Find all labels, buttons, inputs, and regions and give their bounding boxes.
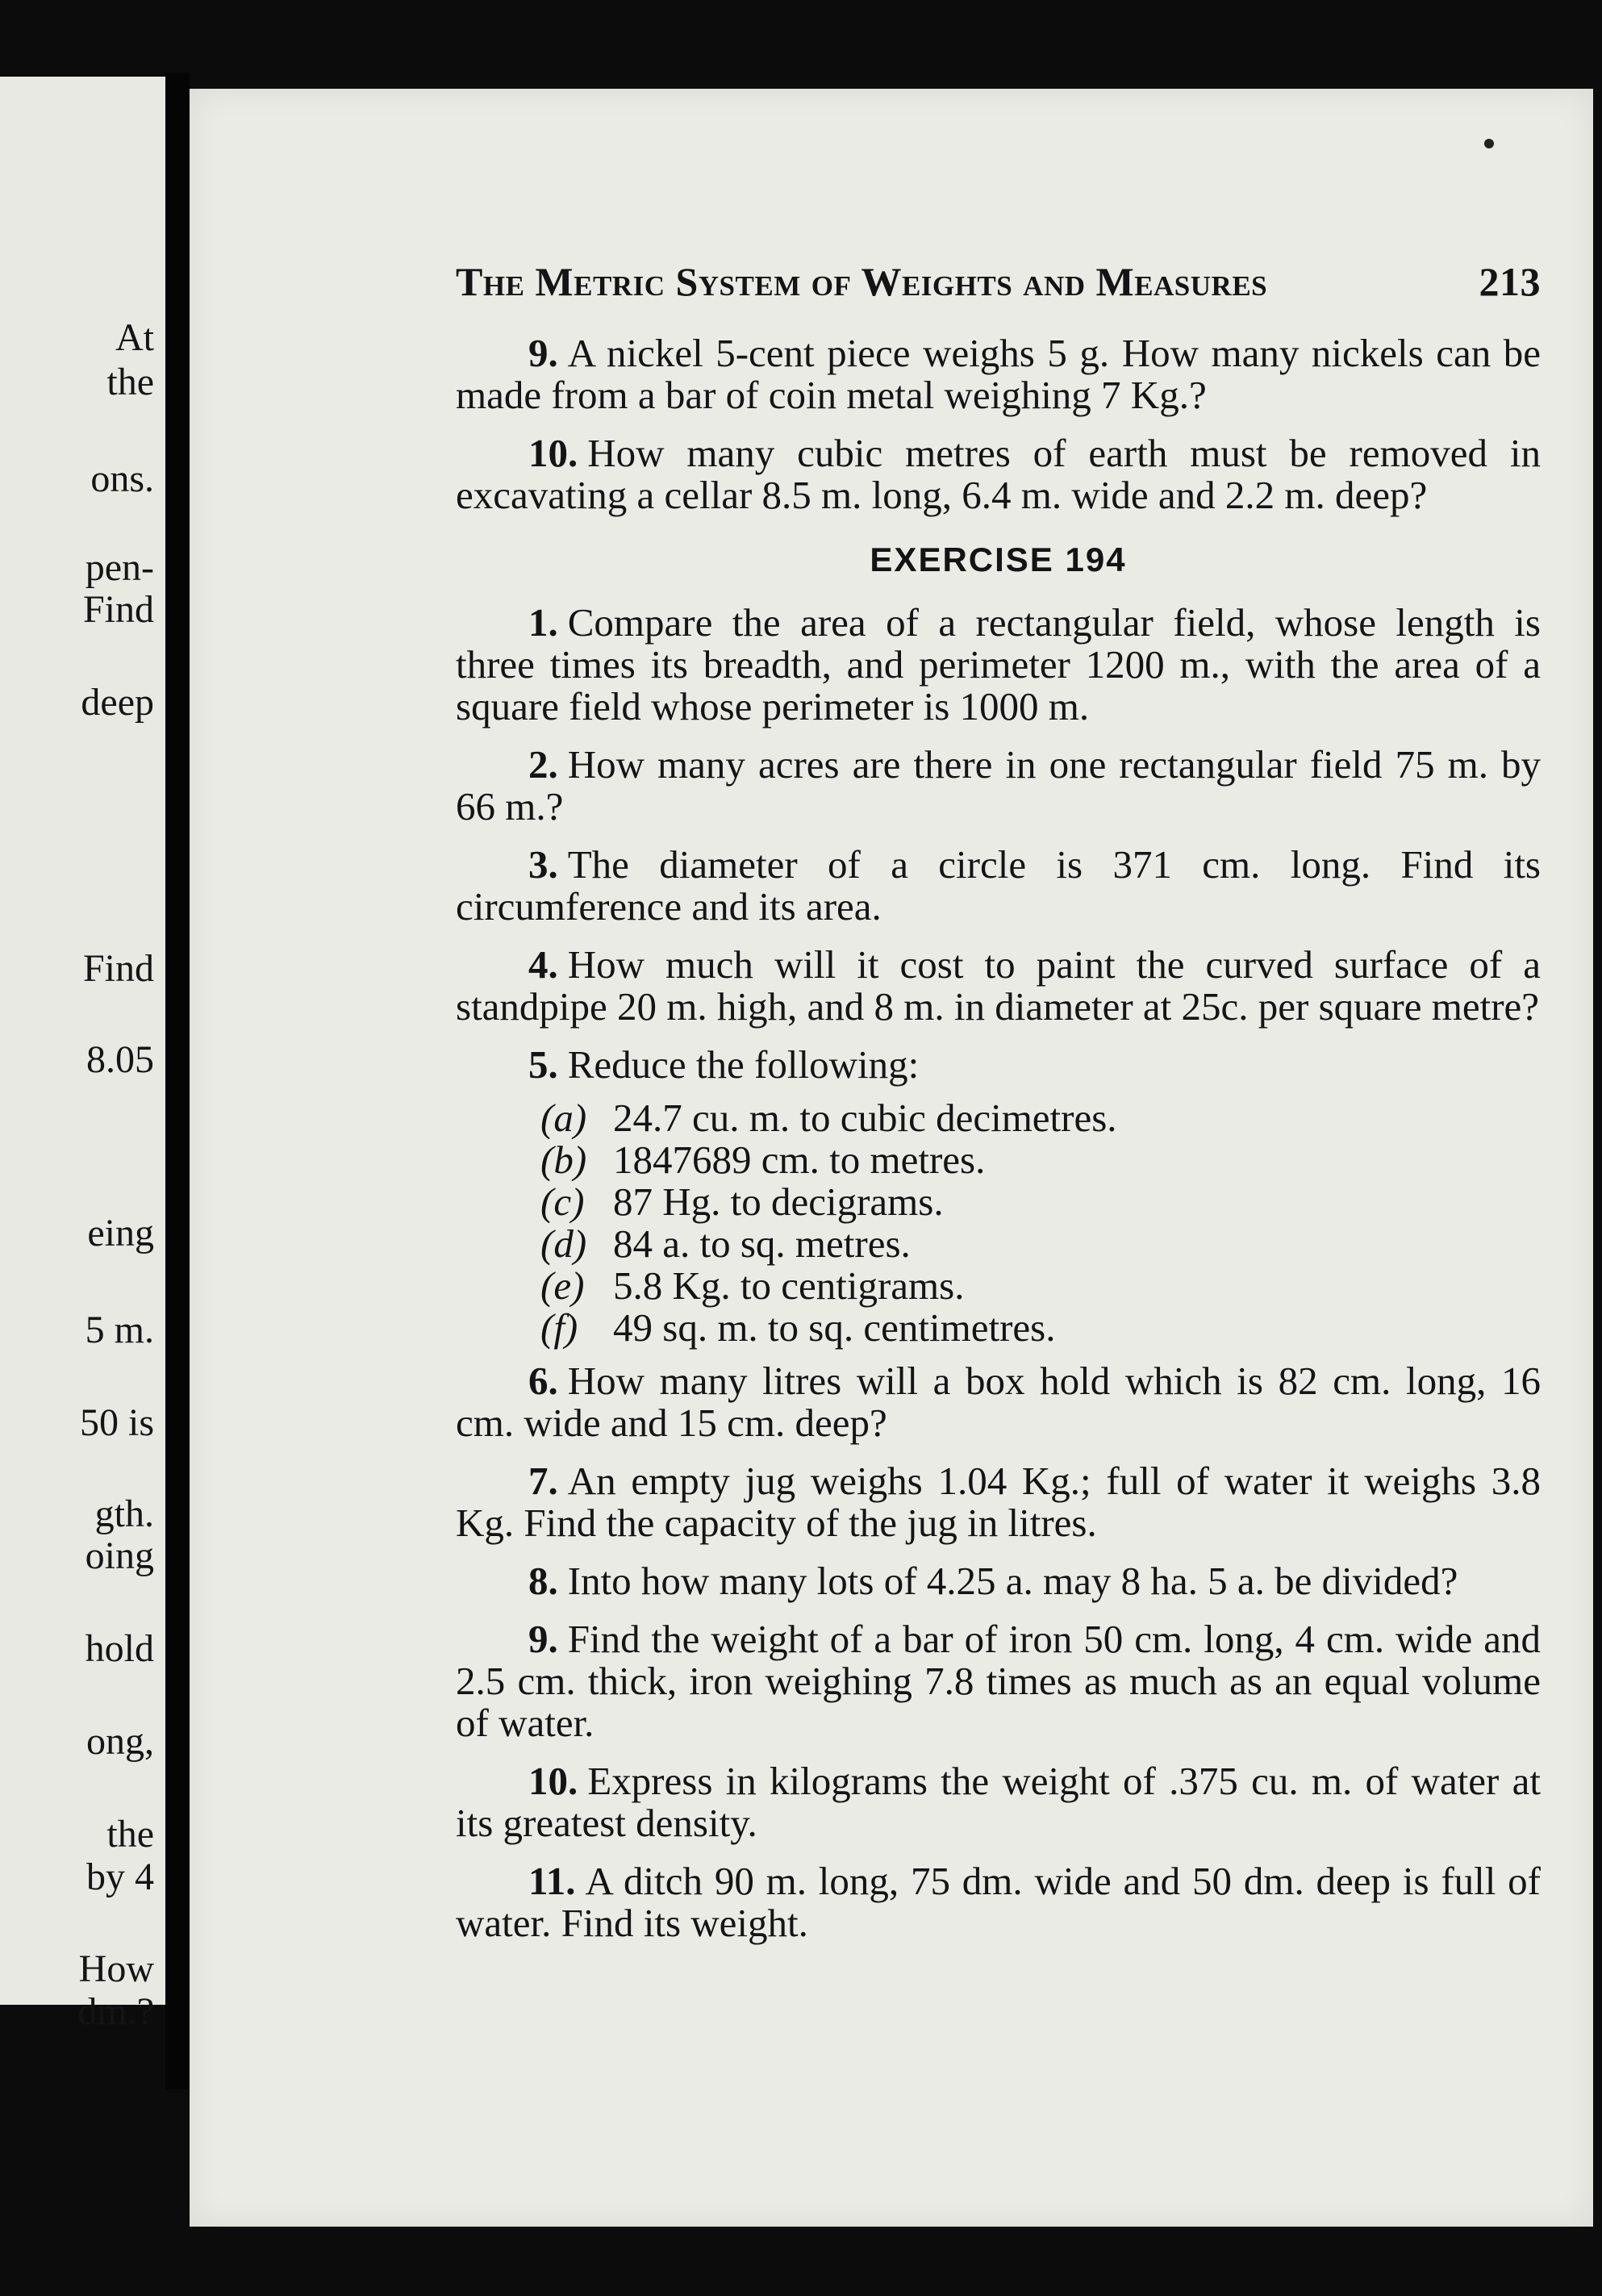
book-gutter [165,73,190,2089]
page-content [456,258,1541,1960]
problem-number: 5. [528,1042,558,1087]
left-page-line: deep [81,681,154,724]
left-page-line: pen- [85,546,154,589]
problem-number: 9. [528,331,558,375]
left-page-line: At [115,316,154,359]
problem-number: 9. [528,1617,558,1661]
sub-item [456,1139,1541,1181]
problem-text: A ditch 90 m. long, 75 dm. wide and 50 dm. deep is full of water. Find its weight. [456,1859,1541,1945]
problem-item [456,432,1541,516]
problem-text: How many cubic metres of earth must be removed in excavating a cellar 8.5 m. long, 6.4 m. wide and 2.2 m. deep? [456,431,1541,517]
problem-item [456,1360,1541,1444]
problem-item [456,944,1541,1028]
left-page-line: How [78,1947,154,1990]
page-number: 213 [1479,259,1541,304]
problem-text: How many litres will a box hold which is 82 cm. long, 16 cm. wide and 15 cm. deep? [456,1359,1541,1445]
problem-text: Reduce the following: [567,1042,920,1087]
sub-item [456,1097,1541,1139]
left-page-line: Find [82,588,154,631]
sub-item [456,1265,1541,1307]
problem-number: 4. [528,942,558,987]
problem-item [456,1460,1541,1544]
sub-item-letter: (a) [540,1096,587,1140]
left-page-line: oing [85,1534,154,1577]
left-page-line: eing [87,1212,154,1254]
problem-number: 11. [528,1859,576,1903]
sub-item-letter: (d) [540,1221,587,1266]
problem-text: How much will it cost to paint the curved surface of a standpipe 20 m. high, and 8 m. in diameter at 25c. per square metre? [456,942,1541,1029]
problem-number: 6. [528,1359,558,1403]
left-page-line: 8.05 [86,1038,154,1081]
running-head-title: The Metric System of Weights and Measures [456,259,1268,304]
problem-item [456,602,1541,728]
sub-item [456,1223,1541,1265]
left-page-fragment [0,77,165,2033]
problem-text: Compare the area of a rectangular field, whose length is three times its breadth, and perimeter 1200 m., with the area of a square field whose perimeter is 1000 m. [456,600,1541,728]
sub-item-text: 87 Hg. to decigrams. [613,1179,944,1224]
book-page [190,89,1593,2227]
left-page-line: hold [85,1627,154,1670]
left-page-line: the [106,1813,154,1856]
problem-text: How many acres are there in one rectangular field 75 m. by 66 m.? [456,742,1541,829]
problem-number: 7. [528,1459,558,1503]
problem-number: 10. [528,431,578,475]
problem-text: The diameter of a circle is 371 cm. long. Find its circumference and its area. [456,842,1541,929]
problem-item [456,744,1541,828]
sub-item-text: 84 a. to sq. metres. [613,1221,911,1266]
left-page-line: Find [82,947,154,990]
speck-mark [1484,139,1494,148]
sub-item-text: 5.8 Kg. to centigrams. [613,1263,965,1308]
sub-item-letter: (c) [540,1179,585,1224]
problem-text: An empty jug weighs 1.04 Kg.; full of water it weighs 3.8 Kg. Find the capacity of the jug in litres. [456,1459,1541,1545]
left-page-line: gth. [94,1492,154,1535]
left-page-line: 50 is [79,1401,154,1444]
left-page-line: the [106,361,154,403]
sub-item [456,1181,1541,1223]
problem-number: 2. [528,742,558,787]
problem-item [456,1560,1541,1602]
left-page-line: 5 m. [85,1309,154,1351]
problem-item [456,1044,1541,1086]
left-page-line: ong, [86,1720,154,1763]
sub-item-text: 49 sq. m. to sq. centimetres. [613,1305,1056,1350]
sub-item [456,1307,1541,1349]
problem-number: 3. [528,842,558,887]
problem-item [456,1618,1541,1744]
running-head [456,258,1541,305]
left-page-line: by 4 [86,1856,154,1898]
problem-text: Into how many lots of 4.25 a. may 8 ha. 5 a. be divided? [567,1559,1458,1603]
problem-item [456,1860,1541,1944]
sub-item-letter: (b) [540,1138,587,1182]
problem-number: 8. [528,1559,558,1603]
left-page-line: dm.? [77,1990,154,2033]
left-page-line: ons. [90,457,154,500]
problem-text: Find the weight of a bar of iron 50 cm. long, 4 cm. wide and 2.5 cm. thick, iron weighing 7.8 times as much as an equal volume of water. [456,1617,1541,1745]
sub-item-text: 1847689 cm. to metres. [613,1138,986,1182]
problem-text: A nickel 5-cent piece weighs 5 g. How many nickels can be made from a bar of coin metal weighing 7 Kg.? [456,331,1541,417]
problem-item [456,1760,1541,1844]
exercise-heading: EXERCISE 194 [870,541,1127,578]
sub-item-list [456,1097,1541,1349]
problem-number: 10. [528,1759,578,1803]
sub-item-text: 24.7 cu. m. to cubic decimetres. [613,1096,1117,1140]
problem-item [456,332,1541,416]
problem-item [456,844,1541,928]
problem-text: Express in kilograms the weight of .375 cu. m. of water at its greatest density. [456,1759,1541,1845]
sub-item-letter: (e) [540,1263,585,1308]
sub-item-letter: (f) [540,1305,578,1350]
problem-number: 1. [528,600,558,645]
